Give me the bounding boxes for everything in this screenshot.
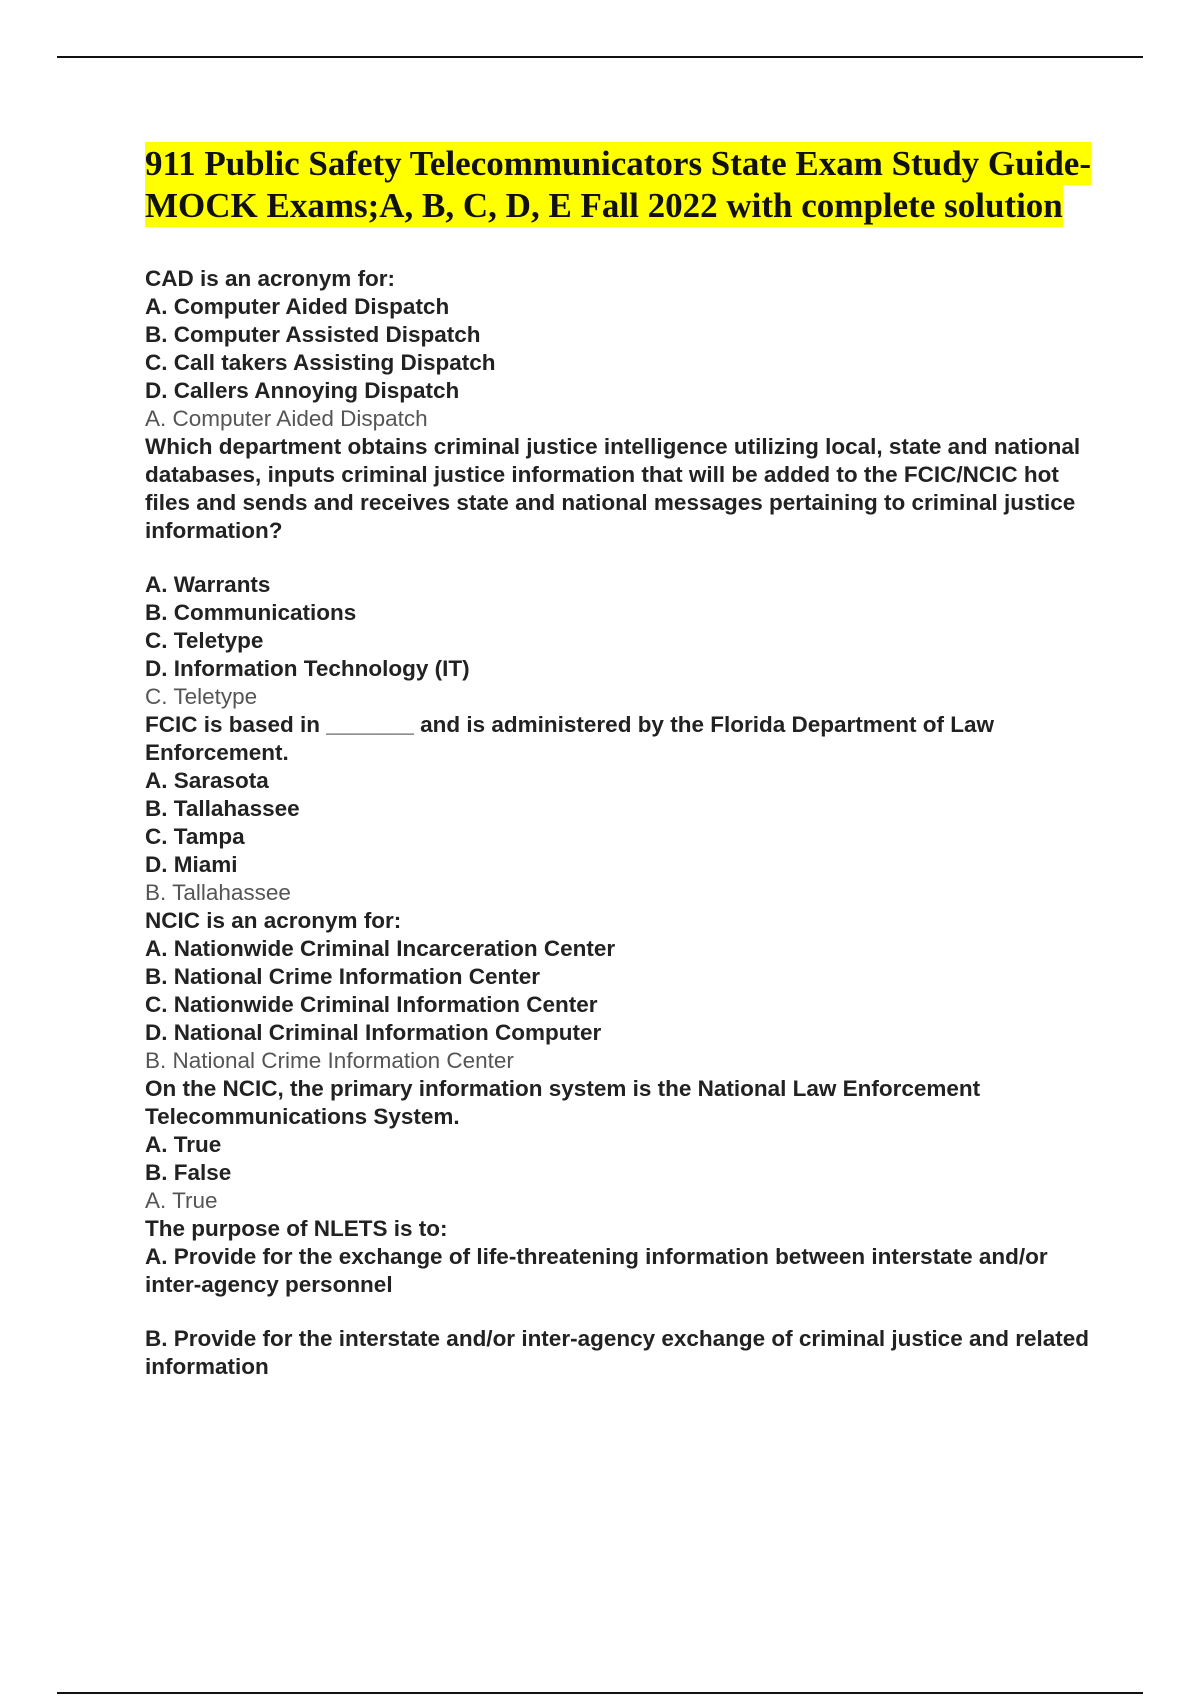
question-text: FCIC is based in _______ and is administered by the Florida Department of Law Enforcement. (145, 712, 994, 765)
option: A. Warrants (145, 572, 271, 597)
option: C. Teletype (145, 628, 264, 653)
option: C. Tampa (145, 824, 245, 849)
top-rule (57, 56, 1143, 58)
option: D. Callers Annoying Dispatch (145, 378, 460, 403)
option: A. True (145, 1132, 222, 1157)
answer-text: A. True (145, 1188, 218, 1213)
question-block (145, 711, 1105, 907)
option: B. False (145, 1160, 232, 1185)
option: A. Nationwide Criminal Incarceration Center (145, 936, 616, 961)
question-block (145, 433, 1105, 711)
spacer (145, 1299, 1105, 1325)
question-text: CAD is an acronym for: (145, 266, 396, 291)
question-block (145, 1215, 1105, 1381)
option: D. Information Technology (IT) (145, 656, 470, 681)
question-text: Which department obtains criminal justice intelligence utilizing local, state and national databases, inputs criminal justice information that will be added to the FCIC/NCIC hot files and sends and receives state and national messages pertaining to criminal justice information? (145, 434, 1081, 543)
answer-text: C. Teletype (145, 684, 258, 709)
option: B. Tallahassee (145, 796, 300, 821)
question-text: On the NCIC, the primary information system is the National Law Enforcement Telecommunications System. (145, 1076, 981, 1129)
option: C. Call takers Assisting Dispatch (145, 350, 496, 375)
option: D. National Criminal Information Computer (145, 1020, 602, 1045)
option: B. Computer Assisted Dispatch (145, 322, 481, 347)
option: D. Miami (145, 852, 238, 877)
option: A. Provide for the exchange of life-threatening information between interstate and/or inter-agency personnel (145, 1244, 1048, 1297)
answer-text: A. Computer Aided Dispatch (145, 406, 428, 431)
bottom-rule (57, 1692, 1143, 1694)
option: A. Sarasota (145, 768, 269, 793)
answer-text: B. Tallahassee (145, 880, 291, 905)
question-text: NCIC is an acronym for: (145, 908, 402, 933)
question-block (145, 907, 1105, 1075)
question-block (145, 1075, 1105, 1215)
question-block (145, 265, 1105, 433)
document-title: 911 Public Safety Telecommunicators State Exam Study Guide- MOCK Exams;A, B, C, D, E Fall 2022 with complete solution (145, 144, 1091, 225)
option: A. Computer Aided Dispatch (145, 294, 450, 319)
option: B. National Crime Information Center (145, 964, 541, 989)
answer-text: B. National Crime Information Center (145, 1048, 514, 1073)
option: C. Nationwide Criminal Information Center (145, 992, 598, 1017)
document-body (145, 143, 1105, 1381)
option: B. Provide for the interstate and/or inter-agency exchange of criminal justice and related information (145, 1326, 1090, 1379)
option: B. Communications (145, 600, 357, 625)
question-text: The purpose of NLETS is to: (145, 1216, 448, 1241)
